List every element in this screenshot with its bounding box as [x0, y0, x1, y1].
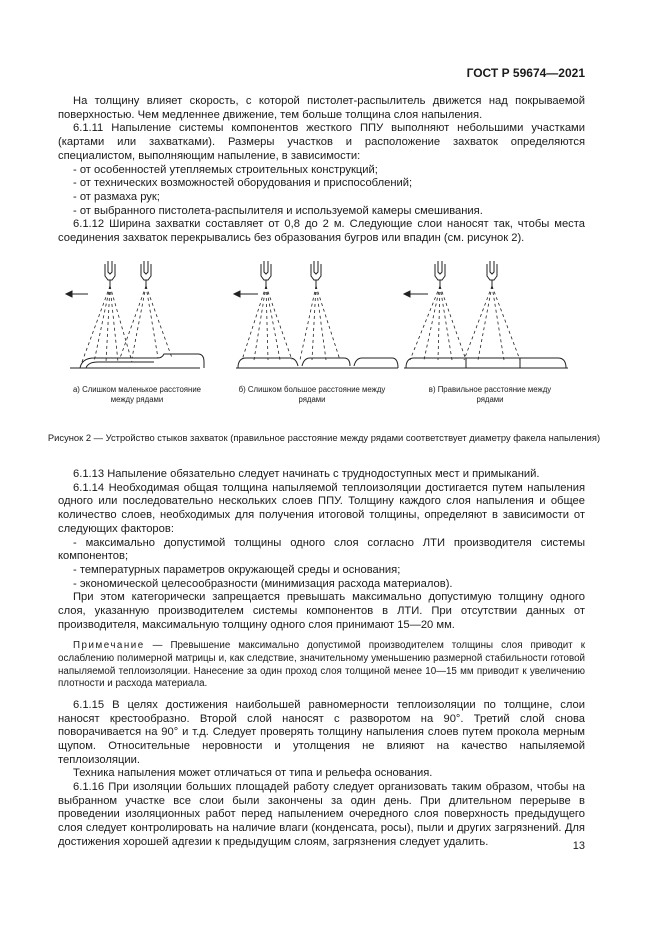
paragraph-6-1-11: 6.1.11 Напыление системы компонентов жесткого ППУ выполняют небольшими участками (картами или захватками). Размеры участков и расположение захваток определяются специалистом, выполняющим напыление, в зависимости:: [58, 122, 585, 162]
list-item: - от выбранного пистолета-распылителя и используемой камеры смешивания.: [73, 204, 483, 217]
list-item: - экономической целесообразности (минимизация расхода материалов).: [73, 577, 453, 590]
text-block-top: [58, 95, 585, 246]
foam-layer: [80, 354, 204, 368]
paragraph-speed: На толщину влияет скорость, с которой пистолет-распылитель движется над покрываемой поверхностью. Чем медленнее движение, тем больше толщина слоя напыления.: [58, 95, 585, 121]
foam-layer: [86, 362, 154, 368]
note-label: Примечание: [73, 640, 145, 652]
list-item: - от размаха рук;: [73, 190, 160, 203]
list-item: - максимально допустимой толщины одного слоя согласно ЛТИ производителя системы компонентов;: [58, 536, 585, 563]
figure-panel-b: [234, 261, 398, 368]
paragraph-6-1-14: 6.1.14 Необходимая общая толщина напыляемой теплоизоляции достигается путем напыления одного или последовательно нескольких слоев ППУ. Толщину каждого слоя напыления и общее количество слоев, необходимых для получения итоговой толщины, определяют в зависимости от следующих факторов:: [58, 481, 585, 535]
paragraph-6-1-16: 6.1.16 При изоляции больших площадей работу следует организовать таким образом, чтобы на выбранном участке все слои были закончены за один день. При длительном перерыве в проведении изоляционных работ перед напылением очередного слоя поверхность предыдущего слоя следует контролировать на наличие влаги (конденсата, росы), пыли и других загрязнений. Для достижения хорошей адгезии к предыдущим слоям, загрязнения следует удалить.: [58, 781, 585, 848]
figure-panel-a: [66, 261, 204, 368]
figure-caption-c: в) Правильное расстояние между рядами: [428, 385, 552, 404]
spray-gun-icon: [141, 261, 151, 286]
arrow-head: [404, 291, 410, 297]
page-number: 13: [572, 840, 585, 852]
spray-gun-icon: [435, 261, 445, 286]
paragraph-forbid: При этом категорически запрещается превышать максимально допустимую толщину одного слоя, указанную производителем системы компонентов в ЛТИ. При отсутствии данных от производителя, максимальную толщину одного слоя принимают 15—20 мм.: [58, 591, 585, 631]
paragraph-6-1-13: 6.1.13 Напыление обязательно следует начинать с труднодоступных мест и примыканий.: [73, 468, 540, 480]
figure-panel-c: [404, 261, 568, 368]
spray-cone: [242, 286, 340, 360]
figure-2: [58, 258, 585, 418]
spray-gun-icon: [311, 261, 321, 286]
list-item: - температурных параметров окружающей среды и основания;: [73, 563, 401, 576]
note: [58, 640, 585, 690]
figure-caption-b: б) Слишком большое расстояние между рядами: [238, 385, 386, 404]
note-text: — Превышение максимально допустимой производителем толщины слоя приводит к ослаблению полимерной матрицы и, как следствие, значительному уменьшению размерной стабильности готовой напыляемой теплоизоляции. Нанесение за один проход слоя толщиной менее 10—15 мм приводит к увеличению плотности и расхода материала.: [58, 640, 585, 690]
list-item: - от технических возможностей оборудования и приспособлений;: [73, 177, 413, 190]
figure-title: Рисунок 2 — Устройство стыков захваток (правильное расстояние между рядами соответствует диаметру факела напыления): [47, 432, 601, 443]
spray-gun-icon: [105, 261, 115, 286]
document-header: ГОСТ Р 59674—2021: [466, 66, 585, 80]
spray-cone: [410, 286, 520, 360]
arrow-head: [66, 291, 72, 297]
spray-gun-icon: [261, 261, 271, 286]
foam-layer: [406, 358, 566, 368]
spray-gun-icon: [487, 261, 497, 286]
paragraph-6-1-15: 6.1.15 В целях достижения наибольшей равномерности теплоизоляции по толщине, слои наносят крестообразно. Второй слой наносят с разворотом на 90°. Третий слой снова поворачивается на 90° и т.д. Следует проверять толщину напыления слоев путем прокола мерным щупом. Относительные неровности и утолщения не влияют на качество напыляемой теплоизоляции.: [58, 698, 585, 766]
figure-caption-a: а) Слишком маленькое расстояние между рядами: [72, 385, 202, 404]
paragraph-technique: Техника напыления может отличаться от типа и рельефа основания.: [73, 767, 433, 780]
spray-cone: [82, 286, 172, 362]
text-block-bottom: [58, 468, 585, 850]
paragraph-6-1-12: 6.1.12 Ширина захватки составляет от 0,8 до 2 м. Следующие слои наносят так, чтобы места соединения захваток перекрывались без образования бугров или впадин (см. рисунок 2).: [58, 218, 585, 245]
foam-layer: [238, 358, 398, 368]
arrow-head: [234, 291, 240, 297]
list-item: - от особенностей утепляемых строительных конструкций;: [73, 163, 378, 176]
